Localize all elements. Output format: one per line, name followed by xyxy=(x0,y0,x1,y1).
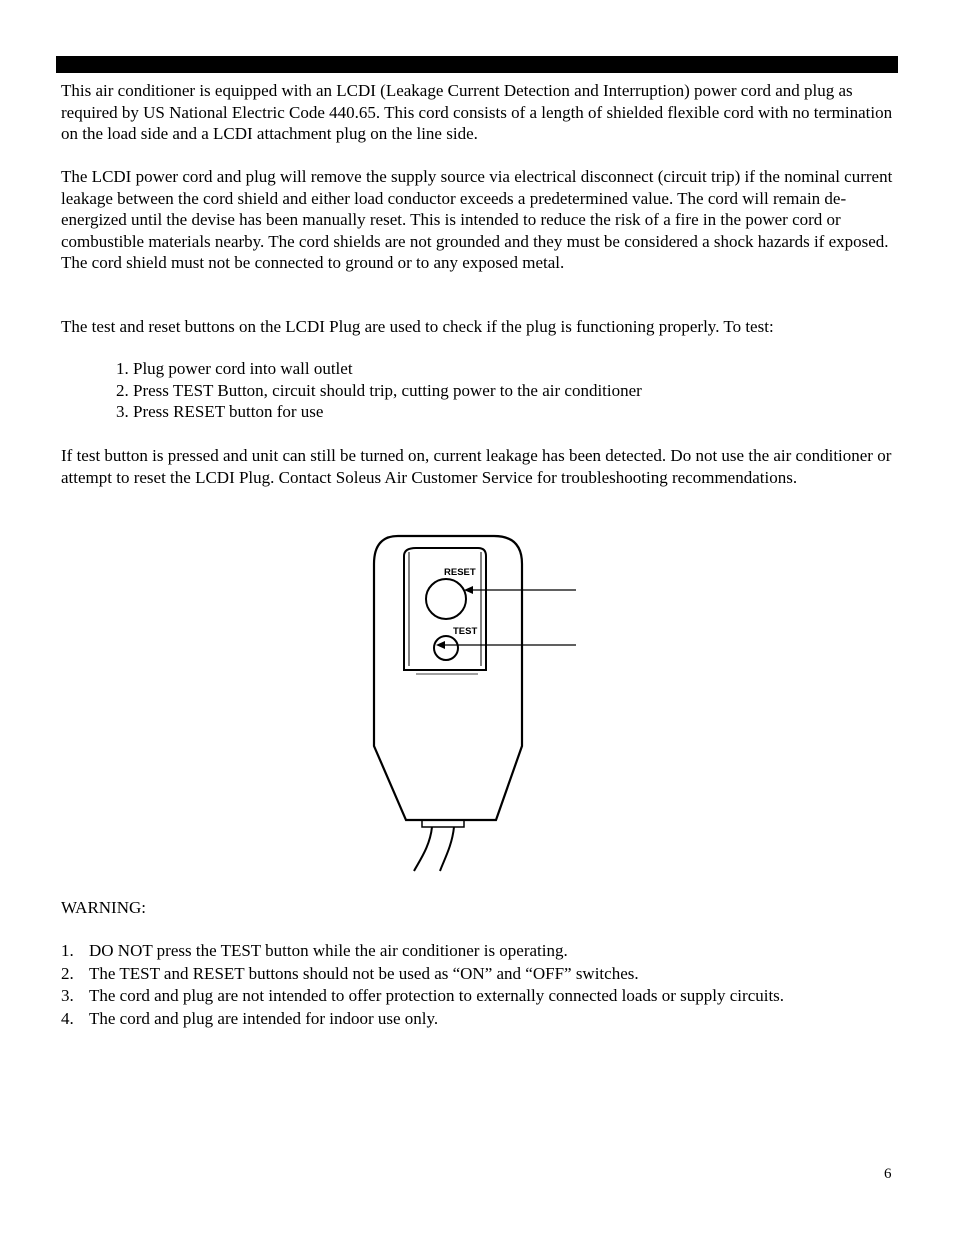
test-steps-list xyxy=(116,358,642,423)
test-step: 1. Plug power cord into wall outlet xyxy=(116,359,353,378)
test-button xyxy=(434,636,458,660)
reset-label: RESET xyxy=(444,567,476,578)
warning-item-number: 2. xyxy=(61,963,74,983)
section-header-bar xyxy=(56,56,898,73)
test-step: 2. Press TEST Button, circuit should trip, cutting power to the air conditioner xyxy=(116,380,642,400)
warning-item xyxy=(61,1008,893,1031)
test-label: TEST xyxy=(453,626,478,637)
power-cord xyxy=(414,827,454,871)
warning-item-number: 1. xyxy=(61,941,74,960)
page-number: 6 xyxy=(884,1166,892,1182)
warning-item xyxy=(61,985,893,1008)
after-test-paragraph: If test button is pressed and unit can still be turned on, current leakage has been detected. Do not use the air conditioner or attempt to reset the LCDI Plug. Contact Soleus Air Customer Service for troubleshooting recommendations. xyxy=(61,446,892,487)
lcdi-plug-diagram xyxy=(360,528,590,878)
reset-button xyxy=(426,579,466,619)
warning-item-number: 4. xyxy=(61,1009,74,1029)
warning-item xyxy=(61,963,893,986)
warning-item-text: The TEST and RESET buttons should not be used as “ON” and “OFF” switches. xyxy=(89,963,639,983)
test-step: 3. Press RESET button for use xyxy=(116,402,324,421)
warning-item-text: DO NOT press the TEST button while the air conditioner is operating. xyxy=(89,941,568,960)
warning-item-text: The cord and plug are not intended to offer protection to externally connected loads or supply circuits. xyxy=(89,986,785,1006)
test-arrowhead xyxy=(436,641,445,649)
warning-item-text: The cord and plug are intended for indoor use only. xyxy=(89,1009,439,1029)
warning-title: WARNING: xyxy=(61,898,146,917)
operation-paragraph: The LCDI power cord and plug will remove the supply source via electrical disconnect (circuit trip) if the nominal current leakage between the cord shield and either load conductor exceeds a predetermined value. The cord will remain de-energized until the devise has been manually reset. This is intended to reduce the risk of a fire in the power cord or combustible materials nearby. The cord shields are not grounded and they must be considered a shock hazards if exposed. The cord shield must not be connected to ground or to any exposed metal. xyxy=(61,167,893,272)
warning-item-number: 3. xyxy=(61,986,74,1006)
test-intro-paragraph: The test and reset buttons on the LCDI Plug are used to check if the plug is functioning properly. To test: xyxy=(61,317,774,336)
warning-list xyxy=(61,940,893,1031)
intro-paragraph: This air conditioner is equipped with an LCDI (Leakage Current Detection and Interruption) power cord and plug as required by US National Electric Code 440.65. This cord consists of a length of shielded flexible cord with no termination on the load side and a LCDI attachment plug on the line side. xyxy=(61,81,893,143)
warning-item xyxy=(61,940,893,963)
